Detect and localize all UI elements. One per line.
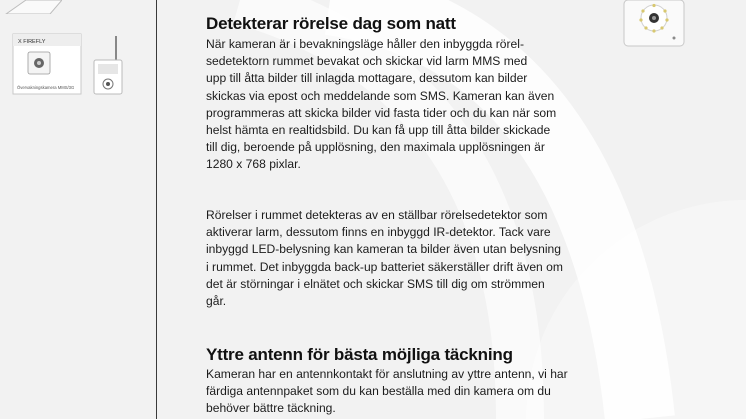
text-line: i rummet. Det inbyggda back-up batteriet säkerställer drift även om [206,259,563,274]
box-brand-text: X FIREFLY [18,39,46,45]
product-image-partial [0,0,62,14]
text-line: inbyggd LED-belysning kan kameran ta bilder även utan belysning [206,242,561,257]
box-caption-text: Övervakningskamera MMS/3G [17,85,75,90]
text-line: till dig, beroende på upplösning, den maximala upplösningen är [206,140,545,155]
text-line: upp till åtta bilder till inlagda mottagare, dessutom kan bilder [206,71,528,86]
paragraph-motion-detection [206,36,696,174]
text-line: programmeras att skicka bilder vid fasta tider och du kan när som [206,105,557,120]
text-line: helst hämta en realtidsbild. Du kan få upp till åtta bilder skickade [206,123,551,138]
text-line: aktiverar larm, dessutom finns en inbyggd IR-detektor. Tack vare [206,225,551,240]
text-line: När kameran är i bevakningsläge håller den inbyggda rörel- [206,37,524,51]
text-line: går. [206,294,227,309]
text-line: färdiga antennpaket som du kan beställa med din kamera om du [206,384,551,399]
text-line: Rörelser i rummet detekteras av en ställbar rörelsedetektor som [206,208,548,222]
column-divider [156,0,157,419]
text-line: det är störningar i elnätet och skickar SMS till dig om strömmen [206,276,545,291]
text-line: 1280 x 768 pixlar. [206,157,301,172]
heading-external-antenna: Yttre antenn för bästa möjliga täckning [206,345,513,364]
paragraph-ir-led [206,207,696,310]
text-line: Kameran har en antennkontakt för anslutning av yttre antenn, vi har [206,367,568,381]
text-line: skickas via epost och meddelande som SMS. Kameran kan även [206,88,555,103]
product-box-icon [12,32,130,98]
text-line: sedetektorn rummet bevakat och skickar vid larm MMS med [206,54,528,69]
text-line: behöver bättre täckning. [206,401,336,416]
heading-motion-detection: Detekterar rörelse dag som natt [206,14,456,33]
paragraph-external-antenna [206,366,696,418]
